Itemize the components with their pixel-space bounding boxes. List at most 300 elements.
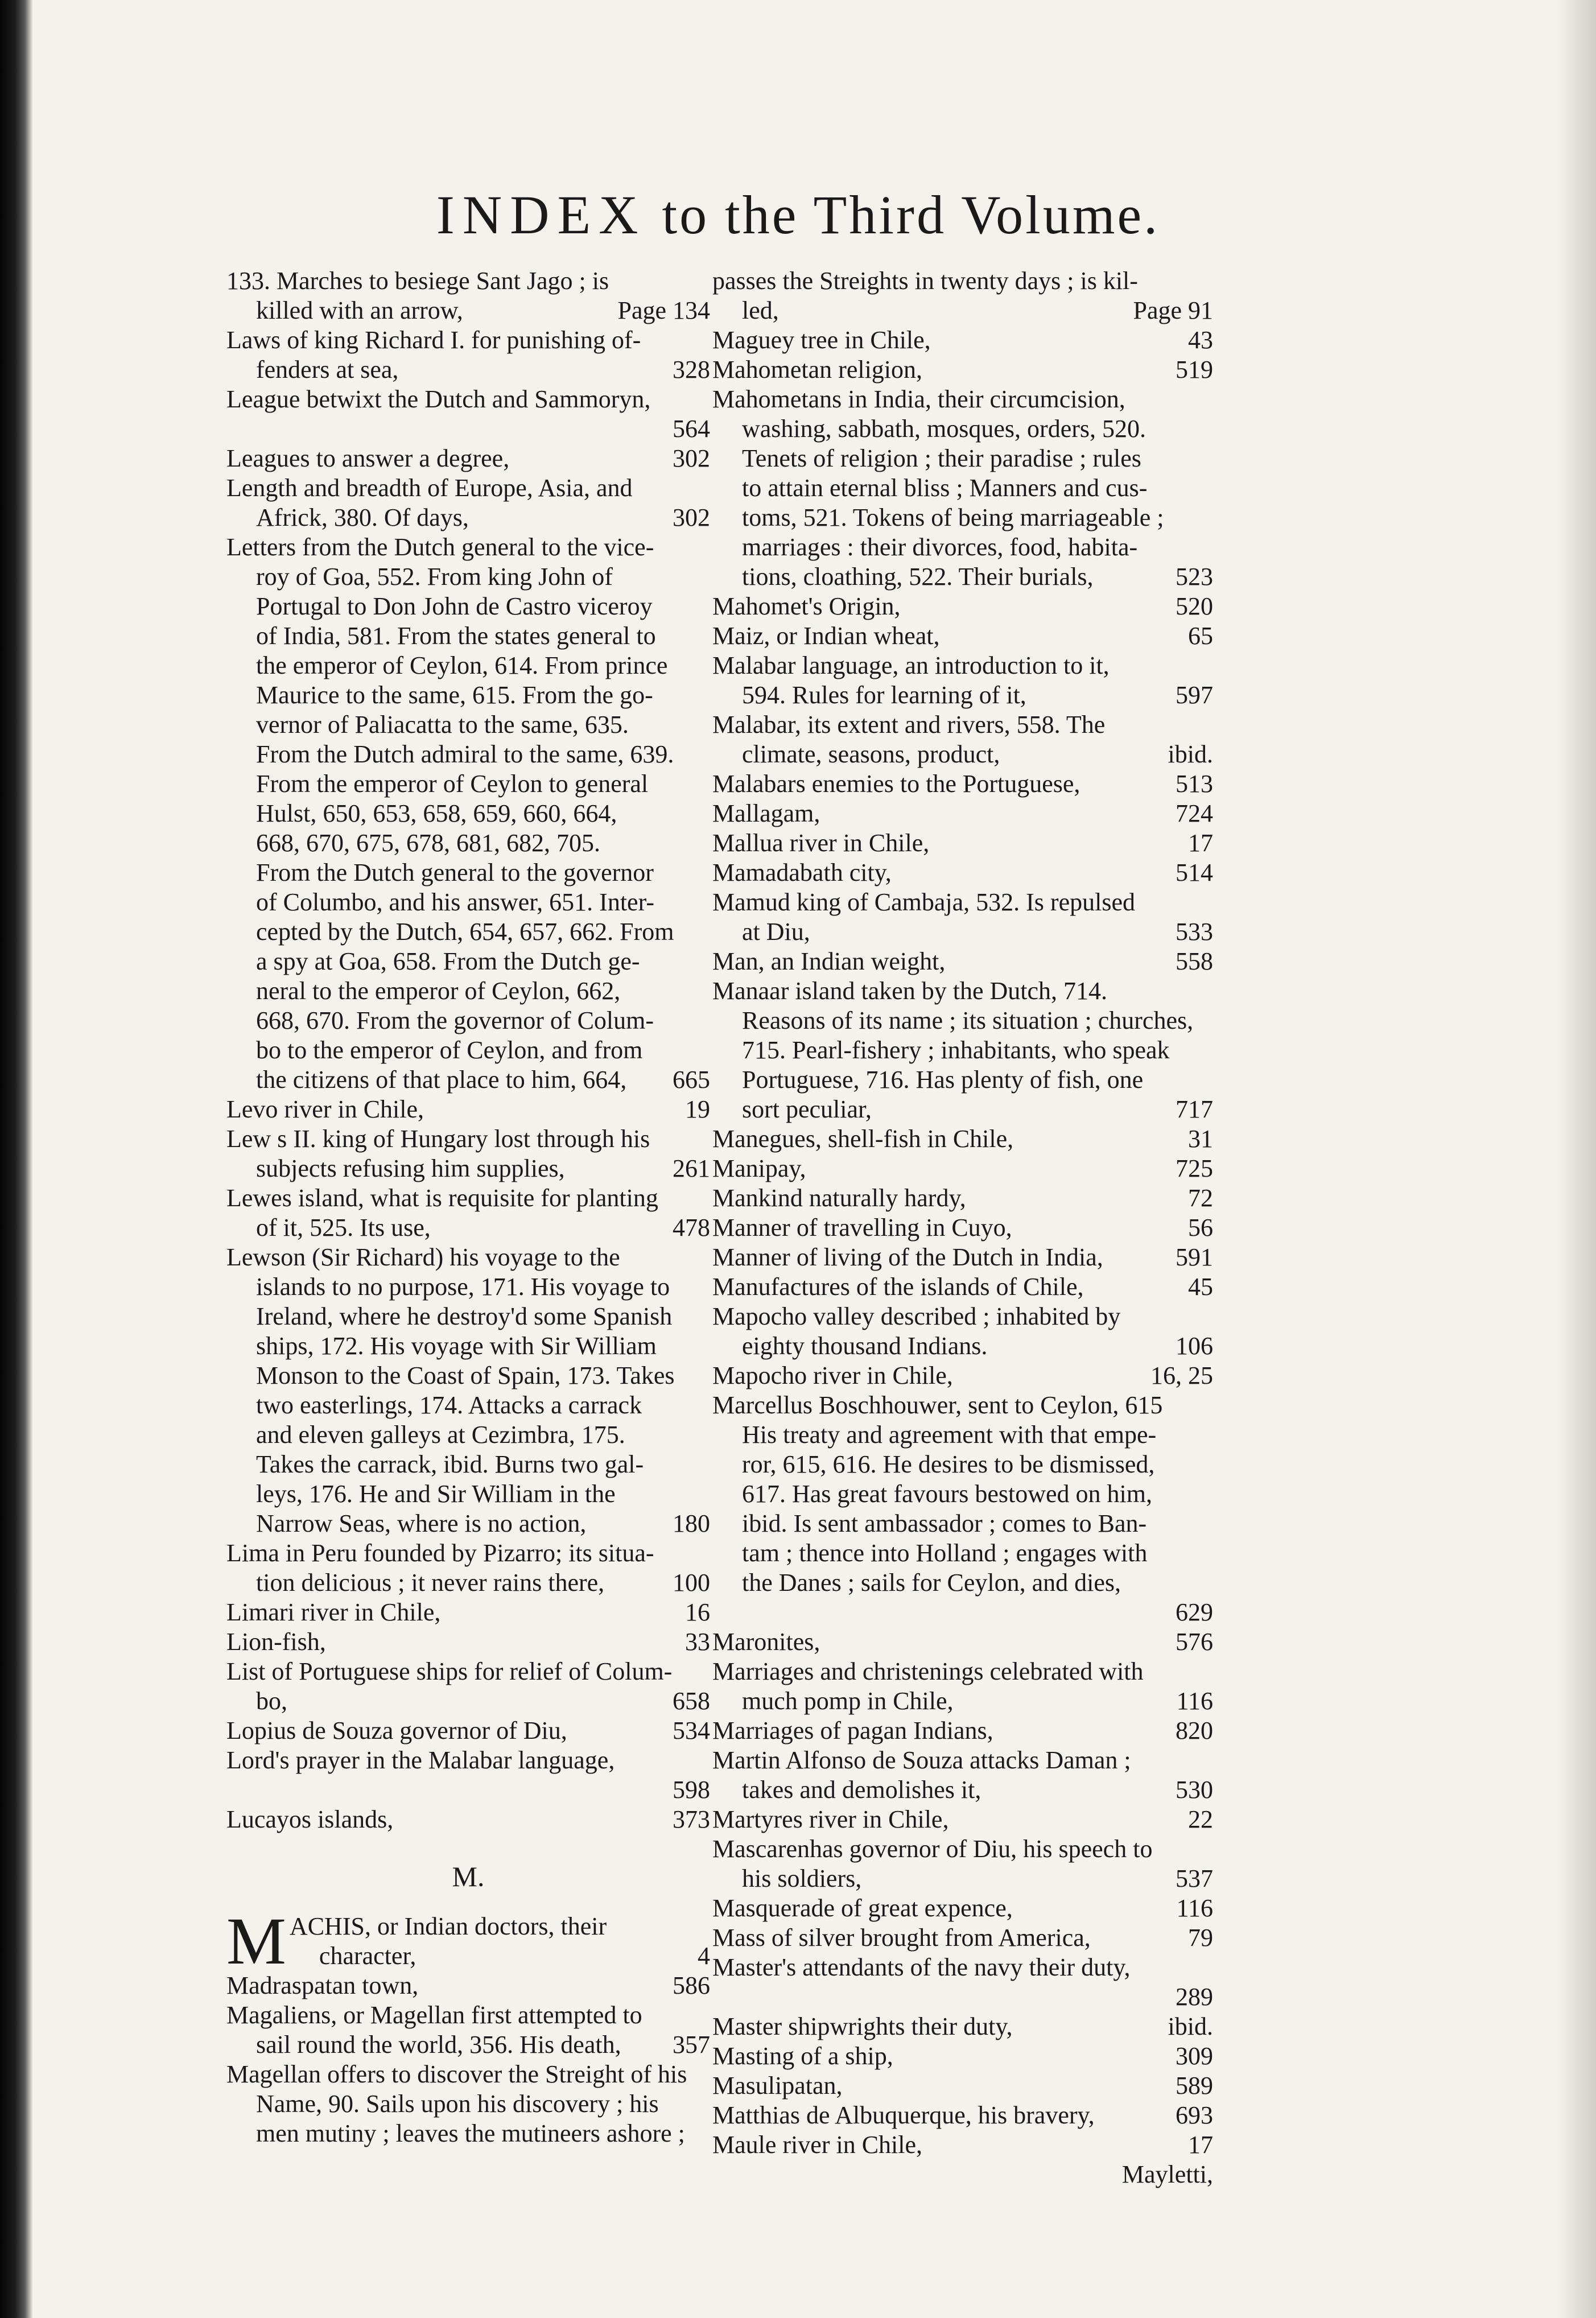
entry-page: 180 xyxy=(673,1509,710,1537)
index-entry xyxy=(226,1095,710,1124)
entry-page: Page 134 xyxy=(617,296,710,324)
entry-text: roy of Goa, 552. From king John of xyxy=(256,563,613,591)
entry-page: ibid. xyxy=(1168,2012,1213,2040)
entry-line xyxy=(712,1065,1213,1095)
index-entry xyxy=(226,266,710,325)
entry-line xyxy=(712,769,1213,799)
entry-text: to attain eternal bliss ; Manners and cus- xyxy=(742,474,1148,502)
entry-line xyxy=(226,592,710,621)
entry-text: bo, xyxy=(256,1687,287,1715)
index-entry xyxy=(712,1953,1213,2012)
entry-line xyxy=(712,1894,1213,1923)
entry-page: 22 xyxy=(1188,1805,1213,1833)
entry-line xyxy=(712,1982,1213,2012)
entry-text: subjects refusing him supplies, xyxy=(256,1154,565,1182)
index-entry xyxy=(226,1971,710,2001)
entry-line xyxy=(226,355,710,385)
entry-page: 520 xyxy=(1176,592,1213,620)
entry-text: Madraspatan town, xyxy=(226,1971,419,1999)
entry-line xyxy=(712,1864,1213,1894)
entry-text: Marriages and christenings celebrated with xyxy=(712,1657,1144,1685)
entry-line xyxy=(712,1775,1213,1805)
entry-text: Narrow Seas, where is no action, xyxy=(256,1509,587,1537)
entry-text: killed with an arrow, xyxy=(256,296,463,324)
index-entry xyxy=(712,710,1213,769)
index-entry xyxy=(712,266,1213,325)
index-entry xyxy=(712,1124,1213,1154)
entry-line xyxy=(226,1361,710,1391)
index-entry xyxy=(712,2071,1213,2101)
entry-line xyxy=(712,621,1213,651)
entry-text: ibid. Is sent ambassador ; comes to Ban- xyxy=(742,1509,1147,1537)
left-column xyxy=(226,266,710,2148)
entry-text: passes the Streights in twenty days ; is kil- xyxy=(712,267,1138,295)
entry-line xyxy=(226,2001,710,2030)
index-entry xyxy=(226,533,710,1095)
index-entry xyxy=(712,1923,1213,1953)
entry-line xyxy=(226,444,710,473)
entry-page: 564 xyxy=(673,415,710,443)
entry-line xyxy=(712,444,1213,473)
entry-text: vernor of Paliacatta to the same, 635. xyxy=(256,711,629,739)
entry-line xyxy=(712,828,1213,858)
entry-text: islands to no purpose, 171. His voyage to xyxy=(256,1273,670,1301)
entry-text: 617. Has great favours bestowed on him, xyxy=(742,1480,1152,1508)
entry-text: cepted by the Dutch, 654, 657, 662. From xyxy=(256,918,674,946)
entry-text: Length and breadth of Europe, Asia, and xyxy=(226,474,633,502)
index-entry xyxy=(226,473,710,533)
entry-page: 17 xyxy=(1188,829,1213,857)
entry-line xyxy=(226,1686,710,1716)
index-entry xyxy=(226,2001,710,2060)
entry-line xyxy=(712,592,1213,621)
entry-line xyxy=(712,2130,1213,2160)
index-entry xyxy=(226,1746,710,1805)
entry-page: 100 xyxy=(673,1569,710,1597)
entry-text: Manner of travelling in Cuyo, xyxy=(712,1214,1012,1242)
entry-line xyxy=(712,1183,1213,1213)
index-entry xyxy=(712,1213,1213,1243)
entry-text: Martyres river in Chile, xyxy=(712,1805,949,1833)
index-entry xyxy=(712,1716,1213,1746)
entry-text: of India, 581. From the states general to xyxy=(256,622,656,650)
entry-line xyxy=(712,888,1213,917)
entry-page: 56 xyxy=(1188,1214,1213,1242)
page-title-rest: to the Third Volume. xyxy=(646,184,1160,245)
index-entry xyxy=(712,592,1213,621)
entry-line xyxy=(226,680,710,710)
entry-text: Lewson (Sir Richard) his voyage to the xyxy=(226,1243,620,1271)
entry-text: leys, 176. He and Sir William in the xyxy=(256,1480,616,1508)
entry-text: Maronites, xyxy=(712,1628,820,1656)
index-entry xyxy=(712,888,1213,947)
entry-text: eighty thousand Indians. xyxy=(742,1332,988,1360)
page-title xyxy=(0,183,1596,246)
index-entry xyxy=(712,1746,1213,1805)
entry-line xyxy=(226,1539,710,1568)
entry-text: Hulst, 650, 653, 658, 659, 660, 664, xyxy=(256,799,617,827)
entry-line xyxy=(712,562,1213,592)
entry-text: From the Dutch general to the governor xyxy=(256,859,654,886)
entry-text: Manufactures of the islands of Chile, xyxy=(712,1273,1084,1301)
entry-text: the Danes ; sails for Ceylon, and dies, xyxy=(742,1569,1121,1597)
entry-page: Page 91 xyxy=(1133,296,1213,324)
entry-page: 717 xyxy=(1176,1095,1213,1123)
entry-line xyxy=(226,1775,710,1805)
entry-text: Maurice to the same, 615. From the go- xyxy=(256,681,653,709)
entry-text: Lew s II. king of Hungary lost through his xyxy=(226,1125,650,1153)
entry-page: 558 xyxy=(1176,947,1213,975)
entry-text: tion delicious ; it never rains there, xyxy=(256,1569,605,1597)
entry-text: Monson to the Coast of Spain, 173. Takes xyxy=(256,1362,675,1389)
index-entry xyxy=(712,1627,1213,1657)
entry-line xyxy=(226,385,710,414)
entry-page: 31 xyxy=(1188,1125,1213,1153)
entry-text: led, xyxy=(742,296,779,324)
entry-line xyxy=(712,1095,1213,1124)
entry-text: a spy at Goa, 658. From the Dutch ge- xyxy=(256,947,640,975)
entry-text: Mascarenhas governor of Diu, his speech to xyxy=(712,1835,1153,1863)
index-entry xyxy=(712,769,1213,799)
entry-text: Mamud king of Cambaja, 532. Is repulsed xyxy=(712,888,1135,916)
entry-line xyxy=(712,1124,1213,1154)
entry-line xyxy=(712,1657,1213,1686)
dropcap-line-1 xyxy=(290,1912,710,1941)
entry-text: Master's attendants of the navy their duty, xyxy=(712,1953,1131,1981)
entry-text: Malabars enemies to the Portuguese, xyxy=(712,770,1081,798)
entry-page: 519 xyxy=(1176,356,1213,383)
entry-text: Africk, 380. Of days, xyxy=(256,504,469,531)
entry-line xyxy=(712,325,1213,355)
entry-line xyxy=(712,858,1213,888)
entry-page: 328 xyxy=(673,356,710,383)
index-entry xyxy=(712,1272,1213,1302)
left-entries-m xyxy=(226,1971,710,2148)
entry-text: Manegues, shell-fish in Chile, xyxy=(712,1125,1014,1153)
entry-text: much pomp in Chile, xyxy=(742,1687,954,1715)
entry-line xyxy=(712,1716,1213,1746)
entry-page: 65 xyxy=(1188,622,1213,650)
entry-line xyxy=(226,1243,710,1272)
entry-text: Maiz, or Indian wheat, xyxy=(712,622,940,650)
entry-line xyxy=(712,1036,1213,1065)
index-entry xyxy=(712,2130,1213,2160)
entry-text: From the Dutch admiral to the same, 639. xyxy=(256,740,674,768)
catchword: Mayletti, xyxy=(1121,2160,1213,2188)
index-entry xyxy=(226,2060,710,2148)
entry-text: Limari river in Chile, xyxy=(226,1598,441,1626)
page-title-index: INDEX xyxy=(436,184,646,245)
entry-line xyxy=(226,1302,710,1331)
entry-line xyxy=(712,740,1213,769)
entry-line xyxy=(712,266,1213,296)
entry-page: 514 xyxy=(1176,859,1213,886)
entry-line xyxy=(226,1183,710,1213)
index-entry xyxy=(712,621,1213,651)
index-entry xyxy=(226,1539,710,1598)
entry-text: tions, cloathing, 522. Their burials, xyxy=(742,563,1094,591)
entry-text: ror, 615, 616. He desires to be dismissed, xyxy=(742,1450,1155,1478)
index-entry xyxy=(712,799,1213,828)
entry-page: 72 xyxy=(1188,1184,1213,1212)
entry-text: Mapocho river in Chile, xyxy=(712,1362,953,1389)
entry-page: 724 xyxy=(1176,799,1213,827)
index-entry xyxy=(226,1183,710,1243)
dropcap-entry xyxy=(226,1904,710,1978)
right-column xyxy=(712,266,1213,2189)
entry-line xyxy=(712,1361,1213,1391)
entry-text: Magaliens, or Magellan first attempted to xyxy=(226,2001,642,2029)
entry-text: Magellan offers to discover the Streight of his xyxy=(226,2060,687,2088)
index-entry xyxy=(712,828,1213,858)
entry-page: 302 xyxy=(673,444,710,472)
entry-page: 523 xyxy=(1176,563,1213,591)
entry-text: Maguey tree in Chile, xyxy=(712,326,931,354)
entry-text: washing, sabbath, mosques, orders, 520. xyxy=(742,415,1147,443)
entry-line xyxy=(712,296,1213,325)
entry-text: bo to the emperor of Ceylon, and from xyxy=(256,1036,643,1064)
entry-text: Lima in Peru founded by Pizarro; its situa- xyxy=(226,1539,654,1567)
entry-page: 33 xyxy=(685,1628,710,1656)
entry-line xyxy=(226,858,710,888)
entry-page: 45 xyxy=(1188,1273,1213,1301)
entry-line xyxy=(712,503,1213,533)
index-entry xyxy=(226,385,710,444)
entry-text: Takes the carrack, ibid. Burns two gal- xyxy=(256,1450,644,1478)
entry-page: 589 xyxy=(1176,2072,1213,2100)
entry-text: Man, an Indian weight, xyxy=(712,947,946,975)
entry-text: men mutiny ; leaves the mutineers ashore ; xyxy=(256,2119,685,2147)
entry-line xyxy=(226,1036,710,1065)
entry-text: 133. Marches to besiege Sant Jago ; is xyxy=(226,267,609,295)
page-edge-shadow xyxy=(1556,0,1596,2318)
index-entry xyxy=(712,325,1213,355)
entry-text: His treaty and agreement with that empe- xyxy=(742,1421,1157,1449)
entry-line xyxy=(712,1509,1213,1539)
entry-line xyxy=(712,1834,1213,1864)
entry-line xyxy=(712,976,1213,1006)
entry-text: From the emperor of Ceylon to general xyxy=(256,770,649,798)
entry-page: 17 xyxy=(1188,2131,1213,2159)
dropcap-text-1: ACHIS, or Indian doctors, their xyxy=(289,1912,607,1940)
index-entry xyxy=(226,1124,710,1183)
entry-line xyxy=(226,1065,710,1095)
index-entry xyxy=(712,385,1213,592)
entry-line xyxy=(226,1657,710,1686)
entry-page: 478 xyxy=(673,1214,710,1242)
entry-line xyxy=(226,1568,710,1598)
entry-line xyxy=(712,1243,1213,1272)
entry-text: Lucayos islands, xyxy=(226,1805,394,1833)
section-letter-m: M. xyxy=(452,1861,485,1892)
entry-page: 530 xyxy=(1176,1776,1213,1804)
index-entry xyxy=(226,1627,710,1657)
entry-page: 16 xyxy=(685,1598,710,1626)
dropcap-text-2: character, xyxy=(319,1942,416,1970)
index-entry xyxy=(226,1657,710,1716)
entry-page: 658 xyxy=(673,1687,710,1715)
index-entry xyxy=(226,1805,710,1834)
right-entries xyxy=(712,266,1213,2160)
entry-text: Manaar island taken by the Dutch, 714. xyxy=(712,977,1108,1005)
entry-text: Lewes island, what is requisite for planting xyxy=(226,1184,658,1212)
index-entry xyxy=(712,1391,1213,1627)
entry-text: Portugal to Don John de Castro viceroy xyxy=(256,592,653,620)
entry-page: 289 xyxy=(1176,1983,1213,2011)
entry-line xyxy=(226,1124,710,1154)
entry-line xyxy=(712,1154,1213,1183)
entry-page: 16, 25 xyxy=(1150,1362,1213,1389)
entry-text: Laws of king Richard I. for punishing of- xyxy=(226,326,641,354)
entry-text: Reasons of its name ; its situation ; churches, xyxy=(742,1007,1194,1034)
index-entry xyxy=(712,651,1213,710)
entry-page: 116 xyxy=(1176,1687,1213,1715)
entry-text: climate, seasons, product, xyxy=(742,740,1000,768)
entry-line xyxy=(226,1450,710,1479)
entry-text: Mapocho valley described ; inhabited by xyxy=(712,1302,1121,1330)
index-entry xyxy=(712,1657,1213,1716)
entry-line xyxy=(712,2071,1213,2101)
entry-line xyxy=(712,2012,1213,2041)
dropcap-page: 4 xyxy=(698,1942,710,1970)
entry-page: 820 xyxy=(1176,1717,1213,1744)
entry-line xyxy=(226,533,710,562)
entry-line xyxy=(226,1509,710,1539)
entry-text: Mallua river in Chile, xyxy=(712,829,930,857)
entry-line xyxy=(712,1539,1213,1568)
entry-line xyxy=(226,799,710,828)
book-spine-shadow xyxy=(0,0,33,2318)
index-entry xyxy=(712,2101,1213,2130)
entry-text: two easterlings, 174. Attacks a carrack xyxy=(256,1391,642,1419)
entry-text: Lord's prayer in the Malabar language, xyxy=(226,1746,615,1774)
entry-line xyxy=(712,1213,1213,1243)
index-entry xyxy=(712,1805,1213,1834)
entry-text: Malabar, its extent and rivers, 558. The xyxy=(712,711,1106,739)
left-entries xyxy=(226,266,710,1834)
entry-page: 373 xyxy=(673,1805,710,1833)
entry-text: Tenets of religion ; their paradise ; rules xyxy=(742,444,1141,472)
entry-line xyxy=(226,710,710,740)
entry-line xyxy=(712,680,1213,710)
entry-line xyxy=(712,1686,1213,1716)
index-entry xyxy=(712,1243,1213,1272)
entry-page: 513 xyxy=(1176,770,1213,798)
entry-line xyxy=(226,266,710,296)
entry-line xyxy=(712,947,1213,976)
index-entry xyxy=(712,2012,1213,2041)
entry-text: sort peculiar, xyxy=(742,1095,872,1123)
entry-text: ships, 172. His voyage with Sir William xyxy=(256,1332,657,1360)
entry-text: 668, 670. From the governor of Colum- xyxy=(256,1007,654,1034)
entry-text: the emperor of Ceylon, 614. From prince xyxy=(256,651,668,679)
entry-line xyxy=(226,562,710,592)
entry-text: Lopius de Souza governor of Diu, xyxy=(226,1717,567,1744)
entry-text: neral to the emperor of Ceylon, 662, xyxy=(256,977,621,1005)
entry-line xyxy=(712,473,1213,503)
entry-line xyxy=(226,2060,710,2089)
entry-text: Mallagam, xyxy=(712,799,820,827)
entry-text: Mass of silver brought from America, xyxy=(712,1924,1091,1952)
entry-line xyxy=(226,1006,710,1036)
entry-line xyxy=(712,799,1213,828)
entry-line xyxy=(712,2101,1213,2130)
entry-text: and eleven galleys at Cezimbra, 175. xyxy=(256,1421,625,1449)
entry-line xyxy=(226,1746,710,1775)
entry-line xyxy=(712,1391,1213,1420)
entry-line xyxy=(226,414,710,444)
entry-line xyxy=(226,503,710,533)
entry-line xyxy=(712,1479,1213,1509)
entry-text: Matthias de Albuquerque, his bravery, xyxy=(712,2101,1095,2129)
entry-text: Portuguese, 716. Has plenty of fish, one xyxy=(742,1066,1144,1094)
entry-text: Martin Alfonso de Souza attacks Daman ; xyxy=(712,1746,1131,1774)
entry-text: the citizens of that place to him, 664, xyxy=(256,1066,627,1094)
entry-line xyxy=(226,947,710,976)
dropcap-line-2 xyxy=(290,1941,710,1971)
entry-page: 302 xyxy=(673,504,710,531)
entry-line xyxy=(226,325,710,355)
entry-line xyxy=(712,1272,1213,1302)
entry-line xyxy=(712,1923,1213,1953)
index-entry xyxy=(712,976,1213,1124)
entry-line xyxy=(712,1420,1213,1450)
entry-text: Maule river in Chile, xyxy=(712,2131,923,2159)
entry-text: toms, 521. Tokens of being marriageable ; xyxy=(742,504,1164,531)
entry-page: 357 xyxy=(673,2031,710,2059)
entry-line xyxy=(712,1953,1213,1982)
entry-text: Masulipatan, xyxy=(712,2072,843,2100)
entry-text: Masquerade of great expence, xyxy=(712,1894,1013,1922)
entry-text: takes and demolishes it, xyxy=(742,1776,981,1804)
entry-text: Lion-fish, xyxy=(226,1628,326,1656)
entry-line xyxy=(226,917,710,947)
entry-line xyxy=(712,917,1213,947)
entry-page: 116 xyxy=(1176,1894,1213,1922)
index-entry xyxy=(712,1154,1213,1183)
entry-line xyxy=(226,1716,710,1746)
entry-line xyxy=(712,1568,1213,1598)
entry-page: 79 xyxy=(1188,1924,1213,1952)
index-entry xyxy=(712,355,1213,385)
entry-text: Malabar language, an introduction to it, xyxy=(712,651,1110,679)
entry-line xyxy=(226,976,710,1006)
entry-text: Mahomet's Origin, xyxy=(712,592,901,620)
entry-text: 715. Pearl-fishery ; inhabitants, who speak xyxy=(742,1036,1170,1064)
entry-line xyxy=(712,1746,1213,1775)
entry-page: 598 xyxy=(673,1776,710,1804)
entry-text: Letters from the Dutch general to the vice- xyxy=(226,533,654,561)
index-entry xyxy=(226,1243,710,1539)
entry-text: 594. Rules for learning of it, xyxy=(742,681,1026,709)
entry-line xyxy=(226,828,710,858)
entry-page: 665 xyxy=(673,1066,710,1094)
entry-line xyxy=(226,1154,710,1183)
entry-text: his soldiers, xyxy=(742,1865,862,1892)
entry-line xyxy=(712,651,1213,680)
entry-page: 533 xyxy=(1176,918,1213,946)
entry-page: 534 xyxy=(673,1717,710,1744)
entry-text: Mahometan religion, xyxy=(712,356,923,383)
entry-line xyxy=(226,296,710,325)
entry-text: Name, 90. Sails upon his discovery ; his xyxy=(256,2090,659,2118)
entry-page: 537 xyxy=(1176,1865,1213,1892)
entry-line xyxy=(712,710,1213,740)
index-entry xyxy=(226,1716,710,1746)
entry-line xyxy=(226,888,710,917)
entry-line xyxy=(226,651,710,680)
entry-line xyxy=(712,355,1213,385)
